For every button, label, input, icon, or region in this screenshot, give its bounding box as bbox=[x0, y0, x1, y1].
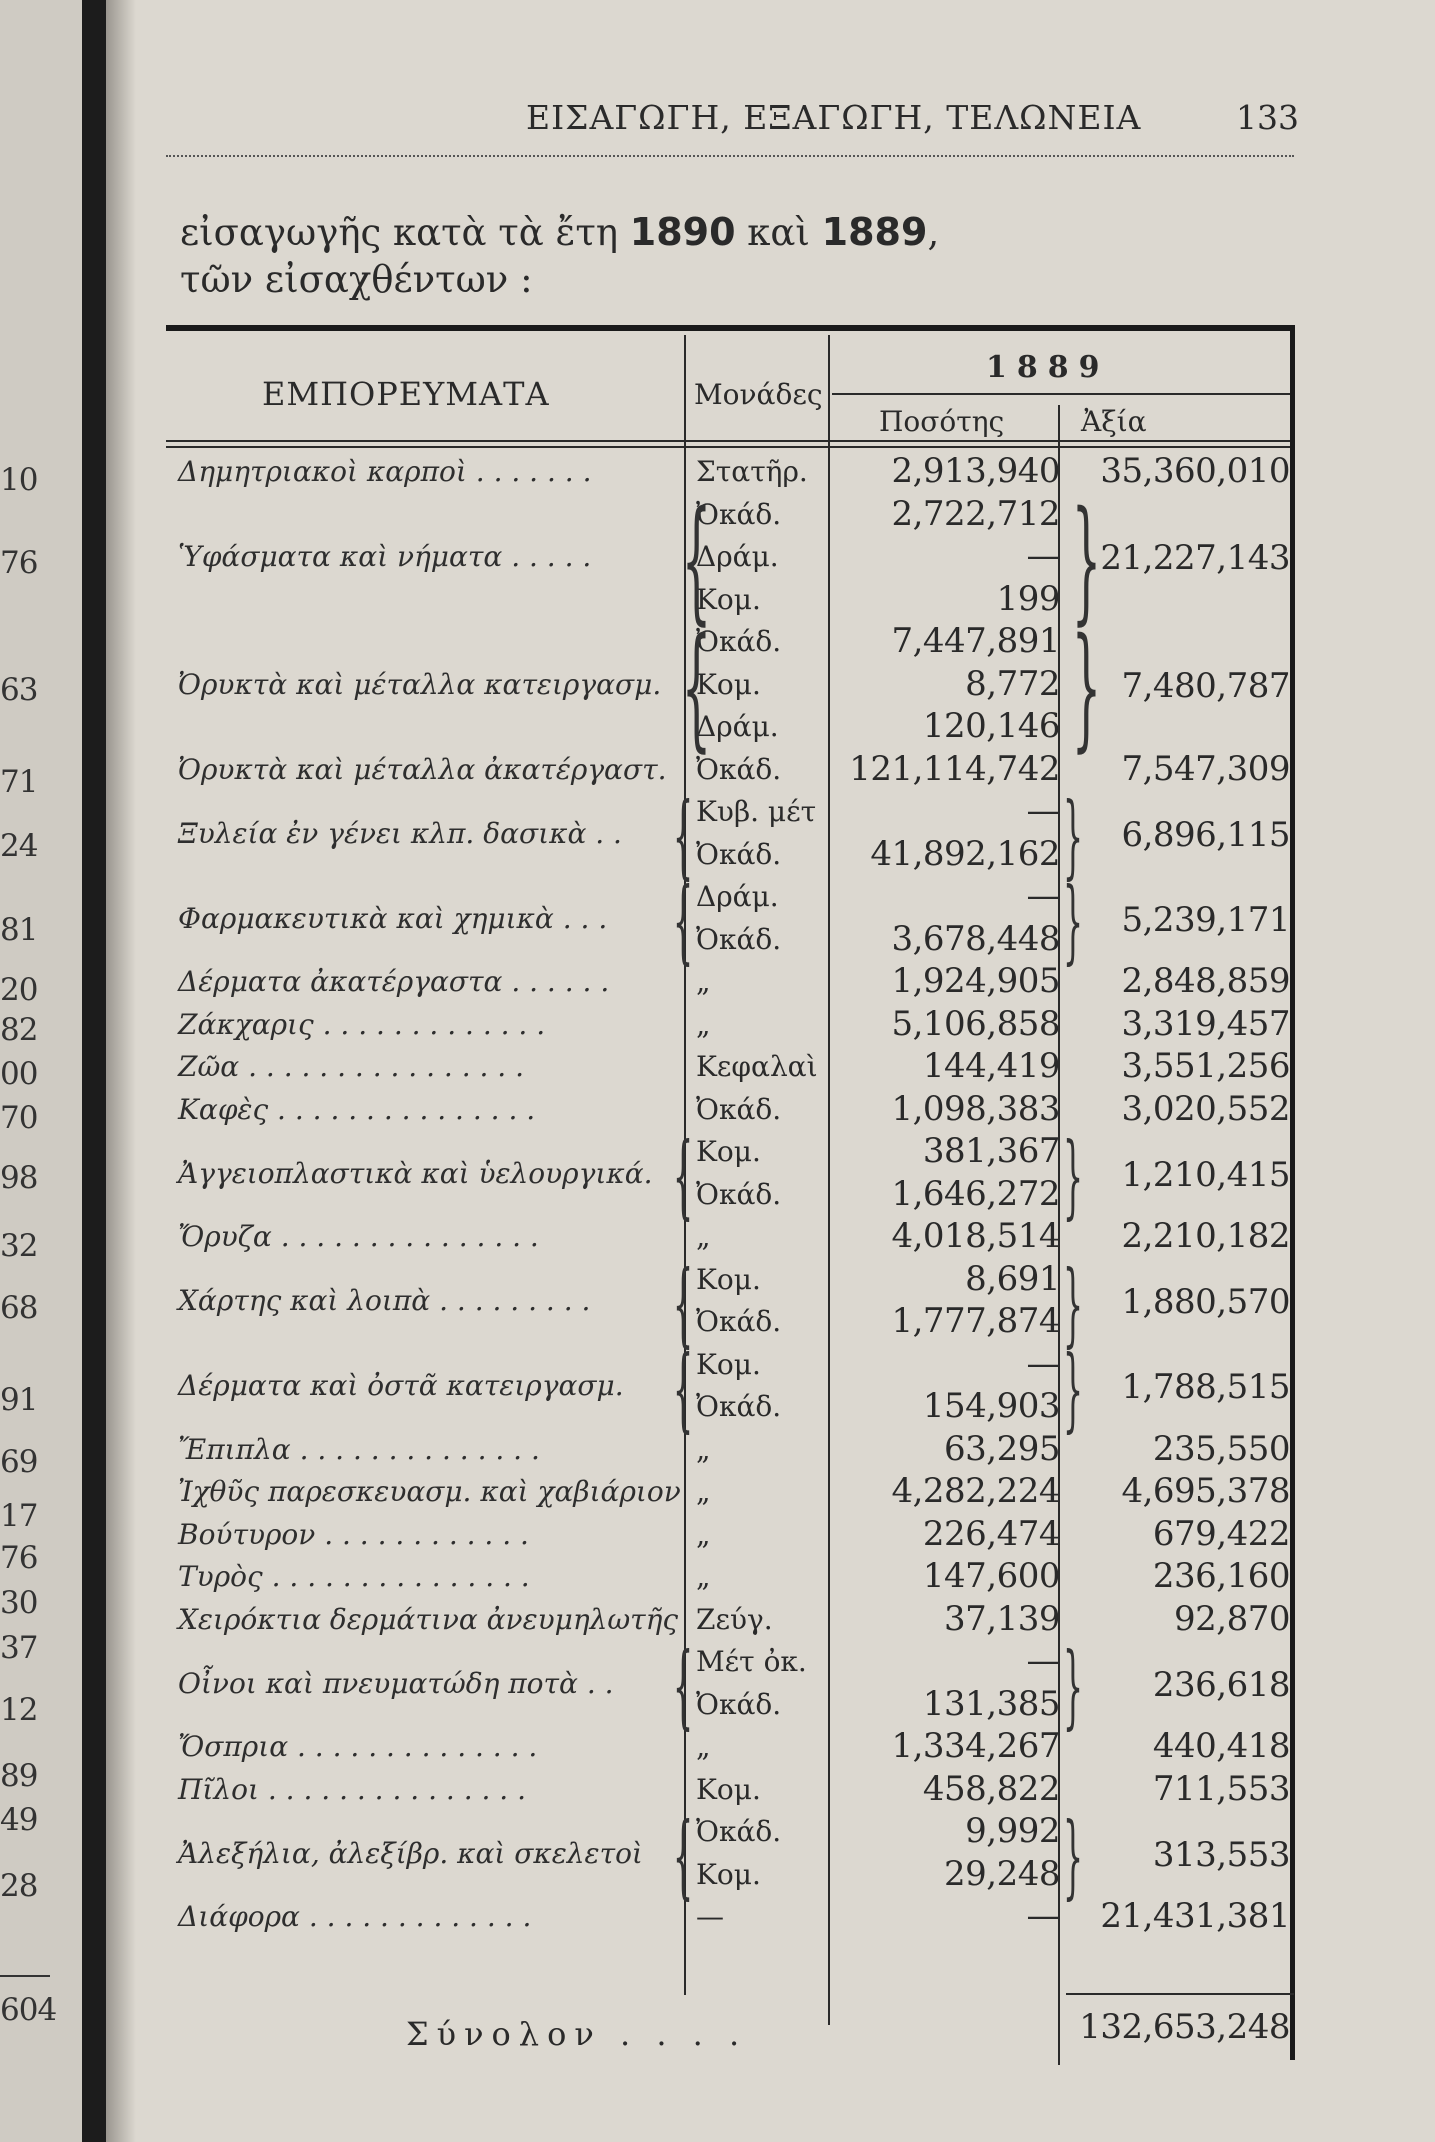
row-value: 236,160 bbox=[1152, 1556, 1290, 1596]
row-unit: „ bbox=[696, 1475, 711, 1508]
left-margin-number: 71 bbox=[0, 764, 38, 800]
row-unit: Στατῆρ. bbox=[696, 455, 808, 488]
row-quantity: 199 bbox=[996, 578, 1060, 619]
total-rule bbox=[1066, 1993, 1294, 1995]
row-item-label: Ἀλεξήλια, ἀλεξίβρ. καὶ σκελετοὶ bbox=[178, 1836, 643, 1870]
row-unit: Ὀκάδ. bbox=[696, 625, 782, 658]
year-under-rule bbox=[832, 393, 1292, 395]
left-margin-number: 32 bbox=[0, 1228, 38, 1264]
intro-line-2: τῶν εἰσαχθέντων : bbox=[180, 258, 533, 301]
row-unit: Κομ. bbox=[696, 1857, 761, 1891]
row-unit: Μέτ ὀκ. bbox=[696, 1645, 807, 1678]
header-value: Ἀξία bbox=[1081, 405, 1147, 438]
header-bottom-rule-2 bbox=[166, 446, 1294, 448]
row-unit: Δράμ. bbox=[696, 880, 779, 913]
row-quantity: 41,892,162 bbox=[870, 833, 1060, 874]
row-unit: „ bbox=[696, 1432, 711, 1466]
page-number: 133 bbox=[1236, 98, 1299, 137]
row-quantity: 2,722,712 bbox=[891, 493, 1060, 534]
header-goods: ΕΜΠΟΡΕΥΜΑΤΑ bbox=[262, 375, 550, 413]
row-quantity: 147,600 bbox=[922, 1556, 1060, 1596]
row-item-label: Διάφορα . . . . . . . . . . . . . bbox=[178, 1900, 532, 1934]
row-unit: Ὀκάδ. bbox=[696, 837, 782, 871]
row-value: 7,547,309 bbox=[1121, 748, 1290, 789]
row-quantity: — bbox=[1026, 1343, 1060, 1384]
left-brace: { bbox=[672, 1634, 694, 1739]
right-brace: } bbox=[1071, 482, 1102, 638]
left-margin-number: 604 bbox=[0, 1992, 57, 2028]
row-unit: Κομ. bbox=[696, 582, 761, 616]
total-value: 132,653,248 bbox=[1079, 2007, 1290, 2047]
right-brace: } bbox=[1062, 869, 1084, 974]
table-right-rule bbox=[1290, 325, 1295, 2060]
row-value: 1,788,515 bbox=[1121, 1367, 1290, 1407]
left-margin-number: 69 bbox=[0, 1444, 38, 1480]
row-quantity: 9,992 bbox=[965, 1811, 1060, 1851]
row-unit: „ bbox=[696, 1007, 711, 1041]
left-margin-number: 30 bbox=[0, 1585, 38, 1621]
left-brace: { bbox=[672, 784, 694, 889]
right-brace: } bbox=[1062, 784, 1084, 889]
row-quantity: — bbox=[1026, 1641, 1060, 1681]
row-quantity: 1,098,383 bbox=[891, 1088, 1060, 1129]
row-value: 7,480,787 bbox=[1121, 665, 1290, 706]
row-item-label: Χειρόκτια δερμάτινα ἀνευμηλωτῆς bbox=[178, 1602, 679, 1636]
row-quantity: 1,334,267 bbox=[891, 1726, 1060, 1766]
left-margin-number: 76 bbox=[0, 545, 38, 581]
row-quantity: — bbox=[1026, 1896, 1060, 1936]
row-item-label: Ὀρυκτὰ καὶ μέταλλα ἀκατέργαστ. bbox=[178, 752, 667, 786]
row-unit: Ὀκάδ. bbox=[696, 1305, 782, 1338]
right-brace: } bbox=[1062, 1336, 1084, 1442]
row-unit: Ὀκάδ. bbox=[696, 1177, 782, 1211]
total-label: Σύνολον . . . . bbox=[406, 2015, 748, 2053]
row-item-label: Οἶνοι καὶ πνευματώδη ποτὰ . . bbox=[178, 1666, 614, 1700]
left-brace: { bbox=[681, 610, 712, 765]
row-quantity: 37,139 bbox=[944, 1598, 1060, 1639]
row-value: 679,422 bbox=[1152, 1513, 1290, 1554]
row-unit: Κεφαλαὶ bbox=[696, 1050, 818, 1083]
left-margin-number: 12 bbox=[0, 1692, 38, 1728]
row-unit: Κομ. bbox=[696, 667, 761, 701]
row-unit: Ζεύγ. bbox=[696, 1602, 773, 1636]
right-brace: } bbox=[1062, 1251, 1084, 1357]
row-value: 313,553 bbox=[1152, 1834, 1290, 1875]
row-unit: Ὀκάδ. bbox=[696, 1687, 782, 1721]
row-quantity: 4,282,224 bbox=[891, 1471, 1060, 1511]
row-quantity: 8,772 bbox=[965, 663, 1060, 704]
left-margin-number: 82 bbox=[0, 1012, 38, 1048]
left-margin-number: 98 bbox=[0, 1160, 38, 1196]
row-item-label: Ζάκχαρις . . . . . . . . . . . . . bbox=[178, 1007, 546, 1041]
left-margin-number: 76 bbox=[0, 1540, 38, 1576]
row-item-label: Ὄρυζα . . . . . . . . . . . . . . . bbox=[178, 1220, 539, 1254]
header-dotted-rule bbox=[166, 155, 1294, 157]
imports-table bbox=[166, 325, 1294, 2060]
binding-shadow bbox=[106, 0, 136, 2142]
left-margin-number: 17 bbox=[0, 1498, 38, 1534]
left-margin-number: 10 bbox=[0, 462, 38, 498]
left-margin-number: 91 bbox=[0, 1382, 38, 1418]
left-brace: { bbox=[672, 869, 694, 974]
row-unit: Δράμ. bbox=[696, 710, 779, 743]
row-value: 1,880,570 bbox=[1121, 1282, 1290, 1322]
row-value: 4,695,378 bbox=[1121, 1471, 1290, 1511]
header-year: 1889 bbox=[986, 350, 1110, 385]
row-value: 3,551,256 bbox=[1121, 1046, 1290, 1086]
row-unit: Δράμ. bbox=[696, 540, 779, 573]
left-margin-number: 37 bbox=[0, 1630, 38, 1666]
row-unit: Ὀκάδ. bbox=[696, 1092, 782, 1126]
row-quantity: 8,691 bbox=[965, 1258, 1060, 1299]
row-quantity: 4,018,514 bbox=[891, 1216, 1060, 1256]
row-quantity: 226,474 bbox=[922, 1513, 1060, 1554]
row-value: 235,550 bbox=[1152, 1428, 1290, 1469]
left-page-margin-numbers bbox=[0, 0, 82, 2142]
row-unit: Ὀκάδ. bbox=[696, 922, 782, 956]
row-value: 2,848,859 bbox=[1121, 961, 1290, 1001]
left-margin-number: 28 bbox=[0, 1868, 38, 1904]
row-value: 5,239,171 bbox=[1121, 899, 1290, 940]
row-item-label: Φαρμακευτικὰ καὶ χημικὰ . . . bbox=[178, 901, 608, 935]
row-quantity: 1,646,272 bbox=[891, 1173, 1060, 1214]
row-quantity: 154,903 bbox=[922, 1386, 1060, 1426]
row-unit: Ὀκάδ. bbox=[696, 1390, 782, 1423]
row-value: 3,319,457 bbox=[1121, 1003, 1290, 1044]
row-unit: Κομ. bbox=[696, 1135, 761, 1168]
row-unit: Κομ. bbox=[696, 1347, 761, 1381]
left-margin-number: 63 bbox=[0, 672, 38, 708]
left-margin-number: 00 bbox=[0, 1056, 38, 1092]
row-value: 2,210,182 bbox=[1121, 1216, 1290, 1256]
row-item-label: Ἀγγειοπλαστικὰ καὶ ὑελουργικά. bbox=[178, 1156, 653, 1190]
row-quantity: 2,913,940 bbox=[891, 451, 1060, 491]
left-brace: { bbox=[681, 482, 712, 638]
year-1890: 1890 bbox=[629, 210, 736, 254]
row-quantity: 7,447,891 bbox=[891, 621, 1060, 661]
right-page bbox=[136, 0, 1435, 2142]
row-unit: „ bbox=[696, 1730, 711, 1763]
row-quantity: 3,678,448 bbox=[891, 918, 1060, 959]
row-quantity: 1,924,905 bbox=[891, 961, 1060, 1001]
row-item-label: Ὄσπρια . . . . . . . . . . . . . . bbox=[178, 1730, 538, 1764]
right-brace: } bbox=[1062, 1804, 1084, 1909]
row-item-label: Δημητριακοὶ καρποὶ . . . . . . . bbox=[178, 455, 592, 489]
row-value: 440,418 bbox=[1152, 1726, 1290, 1766]
row-value: 6,896,115 bbox=[1121, 814, 1290, 855]
row-item-label: Καφὲς . . . . . . . . . . . . . . . bbox=[178, 1092, 536, 1126]
table-top-rule bbox=[166, 325, 1294, 331]
row-quantity: 29,248 bbox=[944, 1853, 1060, 1894]
row-item-label: Ζῶα . . . . . . . . . . . . . . . . bbox=[178, 1050, 525, 1084]
row-quantity: 381,367 bbox=[922, 1131, 1060, 1171]
row-quantity: 1,777,874 bbox=[891, 1301, 1060, 1341]
left-margin-number: 49 bbox=[0, 1802, 38, 1838]
left-brace: { bbox=[672, 1124, 694, 1229]
left-margin-number: 24 bbox=[0, 828, 38, 864]
row-unit: „ bbox=[696, 965, 711, 998]
row-unit: — bbox=[696, 1900, 724, 1933]
row-unit: „ bbox=[696, 1517, 711, 1551]
row-item-label: Πῖλοι . . . . . . . . . . . . . . . bbox=[178, 1772, 526, 1806]
left-margin-number: 70 bbox=[0, 1100, 38, 1136]
left-margin-number: 68 bbox=[0, 1290, 38, 1326]
left-margin-number: 89 bbox=[0, 1758, 38, 1794]
row-value: 21,227,143 bbox=[1100, 538, 1290, 579]
row-quantity: 131,385 bbox=[922, 1683, 1060, 1724]
row-quantity: 5,106,858 bbox=[891, 1003, 1060, 1044]
row-item-label: Βούτυρον . . . . . . . . . . . . bbox=[178, 1517, 529, 1551]
right-brace: } bbox=[1062, 1124, 1084, 1229]
left-margin-number: 81 bbox=[0, 912, 38, 948]
row-unit: Κυβ. μέτ bbox=[696, 795, 817, 828]
row-quantity: 121,114,742 bbox=[849, 748, 1060, 789]
row-unit: Ὀκάδ. bbox=[696, 497, 782, 531]
row-quantity: 458,822 bbox=[922, 1768, 1060, 1809]
header-quantity: Ποσότης bbox=[879, 405, 1005, 438]
row-quantity: 120,146 bbox=[922, 706, 1060, 746]
row-unit: Κομ. bbox=[696, 1262, 761, 1296]
row-quantity: — bbox=[1026, 876, 1060, 916]
right-brace: } bbox=[1071, 610, 1102, 765]
row-item-label: Ἔπιπλα . . . . . . . . . . . . . . bbox=[178, 1432, 540, 1466]
header-bottom-rule bbox=[166, 440, 1294, 442]
row-unit: Ὀκάδ. bbox=[696, 1815, 782, 1848]
row-quantity: — bbox=[1026, 536, 1060, 576]
row-item-label: Δέρματα καὶ ὀστᾶ κατειργασμ. bbox=[178, 1369, 624, 1402]
row-unit: Κομ. bbox=[696, 1772, 761, 1806]
row-unit: „ bbox=[696, 1560, 711, 1593]
row-item-label: Ξυλεία ἐν γένει κλπ. δασικὰ . . bbox=[178, 816, 622, 850]
row-value: 35,360,010 bbox=[1100, 451, 1290, 491]
year-1889: 1889 bbox=[821, 210, 928, 254]
row-item-label: Δέρματα ἀκατέργαστα . . . . . . bbox=[178, 965, 610, 999]
row-item-label: Χάρτης καὶ λοιπὰ . . . . . . . . . bbox=[178, 1284, 591, 1317]
left-brace: { bbox=[672, 1336, 694, 1442]
row-value: 92,870 bbox=[1174, 1598, 1290, 1639]
running-title: ΕΙΣΑΓΩΓΗ, ΕΞΑΓΩΓΗ, ΤΕΛΩΝΕΙΑ bbox=[526, 98, 1142, 137]
row-item-label: Ἰχθῦς παρεσκευασμ. καὶ χαβιάριον bbox=[178, 1475, 681, 1509]
header-units: Μονάδες bbox=[694, 378, 823, 411]
left-brace: { bbox=[672, 1804, 694, 1909]
row-unit: Ὀκάδ. bbox=[696, 752, 782, 786]
left-brace: { bbox=[672, 1251, 694, 1357]
book-binding bbox=[82, 0, 106, 2142]
row-value: 1,210,415 bbox=[1121, 1154, 1290, 1195]
row-value: 3,020,552 bbox=[1121, 1088, 1290, 1129]
row-quantity: — bbox=[1026, 791, 1060, 831]
left-margin-rule bbox=[0, 1975, 50, 1977]
row-unit: „ bbox=[696, 1220, 711, 1253]
right-brace: } bbox=[1062, 1634, 1084, 1739]
row-quantity: 144,419 bbox=[922, 1046, 1060, 1086]
row-item-label: Ὀρυκτὰ καὶ μέταλλα κατειργασμ. bbox=[178, 667, 662, 701]
row-value: 711,553 bbox=[1152, 1768, 1290, 1809]
left-margin-number: 20 bbox=[0, 972, 38, 1008]
row-quantity: 63,295 bbox=[944, 1428, 1060, 1469]
row-value: 21,431,381 bbox=[1100, 1896, 1290, 1936]
col-divider-units bbox=[828, 335, 830, 2025]
intro-line-1: εἰσαγωγῆς κατὰ τὰ ἔτη 1890 καὶ 1889, bbox=[180, 210, 940, 254]
row-item-label: Τυρὸς . . . . . . . . . . . . . . . bbox=[178, 1560, 530, 1594]
row-item-label: Ὑφάσματα καὶ νήματα . . . . . bbox=[178, 540, 592, 574]
row-value: 236,618 bbox=[1152, 1664, 1290, 1705]
